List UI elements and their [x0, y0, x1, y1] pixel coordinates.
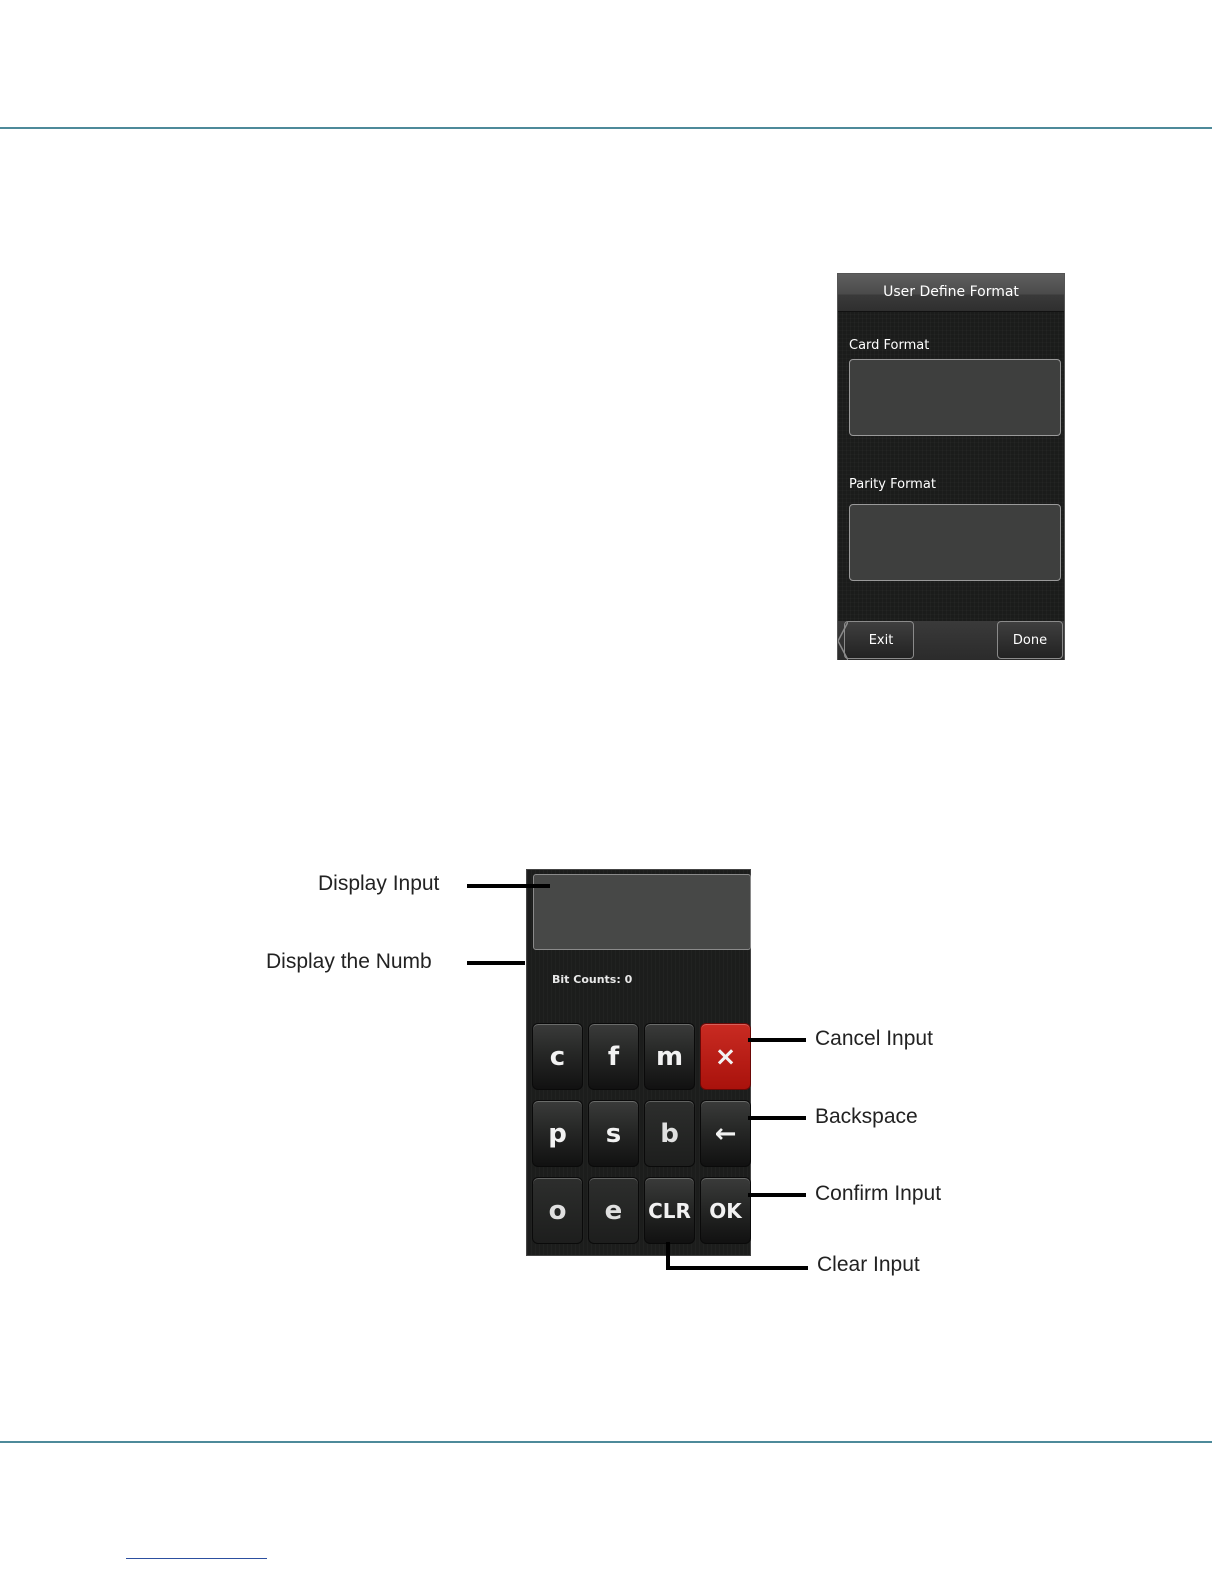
user-define-format-screen [837, 273, 1065, 660]
bit-counts: Bit Counts: 0 [552, 973, 633, 986]
keypad-screen [526, 869, 751, 1256]
card-format-field[interactable] [849, 359, 1061, 436]
exit-label: Exit [868, 633, 894, 648]
key-p[interactable]: p [532, 1100, 583, 1167]
cancel-key[interactable]: × [700, 1023, 751, 1090]
header-rule [0, 127, 1212, 129]
footer-rule [0, 1441, 1212, 1443]
backspace-key[interactable]: ← [700, 1100, 751, 1167]
footer-link-underline [126, 1558, 267, 1559]
key-e[interactable]: e [588, 1177, 639, 1244]
callout-display-input: Display Input [318, 872, 440, 895]
callout-line-display-number [467, 961, 525, 965]
callout-line-backspace [748, 1116, 806, 1120]
callout-line-display-input [467, 884, 550, 888]
callout-line-confirm-input [748, 1193, 806, 1197]
exit-button[interactable] [844, 621, 914, 659]
clear-key[interactable]: CLR [644, 1177, 695, 1244]
card-format-label: Card Format [849, 338, 930, 353]
callout-confirm-input: Confirm Input [815, 1182, 942, 1205]
key-o[interactable]: o [532, 1177, 583, 1244]
key-s[interactable]: s [588, 1100, 639, 1167]
callout-backspace: Backspace [815, 1105, 918, 1128]
parity-format-field[interactable] [849, 504, 1061, 581]
screen-footer [838, 621, 1064, 660]
key-f[interactable]: f [588, 1023, 639, 1090]
callout-line-cancel-input [748, 1038, 806, 1042]
callout-clear-input: Clear Input [817, 1253, 920, 1276]
done-button[interactable] [997, 621, 1063, 659]
parity-format-label: Parity Format [849, 477, 936, 492]
ok-key[interactable]: OK [700, 1177, 751, 1244]
callout-cancel-input: Cancel Input [815, 1027, 933, 1050]
key-c[interactable]: c [532, 1023, 583, 1090]
done-label: Done [1012, 633, 1048, 648]
screen-title: User Define Format [838, 274, 1064, 312]
callout-display-number: Display the Numb [266, 950, 432, 973]
key-b[interactable]: b [644, 1100, 695, 1167]
input-display[interactable] [533, 874, 751, 950]
key-m[interactable]: m [644, 1023, 695, 1090]
callout-line-clear-input [666, 1266, 808, 1270]
